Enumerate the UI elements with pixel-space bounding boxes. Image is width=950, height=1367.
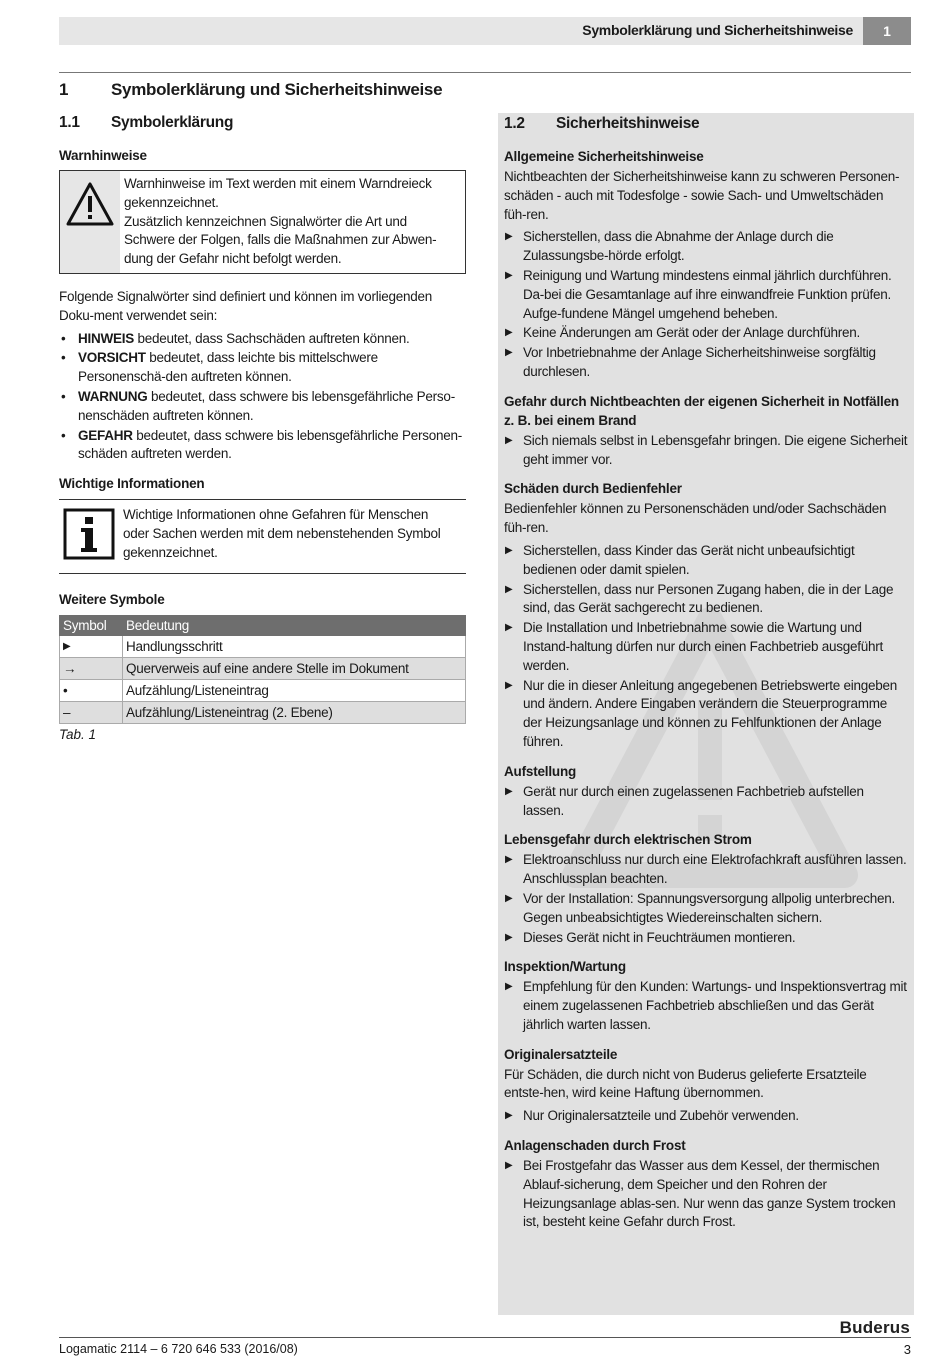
symbol-table bbox=[59, 615, 466, 724]
step-list bbox=[504, 1107, 908, 1126]
list-item: ▶ Nur Originalersatzteile und Zubehör verwenden. bbox=[504, 1107, 908, 1126]
step-list bbox=[504, 1157, 908, 1232]
step-arrow-icon: ▶ bbox=[505, 434, 513, 446]
list-item: ▶ Sich niemals selbst in Lebensgefahr bringen. Die eigene Sicherheit geht immer vor. bbox=[505, 432, 908, 467]
safety-heading: Originalersatzteile bbox=[504, 1046, 618, 1062]
warning-box bbox=[59, 170, 466, 274]
divider bbox=[59, 1337, 911, 1338]
step-arrow-icon: ▶ bbox=[505, 231, 513, 243]
safety-content bbox=[498, 113, 914, 1232]
step-arrow-icon: ▶ bbox=[505, 327, 513, 339]
section-title-1-1: 1.1 Symbolerklärung bbox=[59, 114, 234, 131]
info-box bbox=[59, 499, 466, 573]
safety-heading: Gefahr durch Nichtbeachten der eigenen Sicherheit in Notfällen z. B. bei einem Brand bbox=[504, 393, 899, 428]
list-item: ▶ Bei Frostgefahr das Wasser aus dem Kessel, der thermischen Ablauf-sicherung, dem Speicher und den Rohren der Heizungsanlage ablas-sen. Nur wenn das ganze System trocken ist, besteht keine Gefahr durch Frost. bbox=[505, 1158, 896, 1230]
step-arrow-icon: ▶ bbox=[505, 269, 513, 281]
safety-sections bbox=[504, 147, 908, 1232]
step-list bbox=[504, 851, 908, 947]
step-arrow-icon: ▶ bbox=[505, 892, 513, 904]
step-arrow-icon: ▶ bbox=[505, 583, 513, 595]
list-item: ▶ Nur die in dieser Anleitung angegebenen Betriebswerte eingeben und ändern. Andere Eingaben verändern die Steuerprogramme der Heizungsanlage und können zu Fehlfunktionen der Anlage führen. bbox=[505, 677, 898, 749]
list-item: • VORSICHT bedeutet, dass leichte bis mittelschwere Personenschä-den auftreten können. bbox=[61, 350, 378, 385]
list-item: ▶ Dieses Gerät nicht in Feuchträumen montieren. bbox=[504, 929, 908, 948]
list-item: ▶ Sicherstellen, dass Kinder das Gerät nicht unbeaufsichtigt bedienen oder damit spielen. bbox=[505, 542, 855, 577]
signal-intro: Folgende Signalwörter sind definiert und können im vorliegenden Doku-ment verwendet sein: bbox=[59, 288, 432, 323]
list-item: ▶ Empfehlung für den Kunden: Wartungs- und Inspektionsvertrag mit einem zugelassenen Fachbetrieb abschließen und das Gerät jährlich warten lassen. bbox=[505, 979, 907, 1032]
warn-heading: Warnhinweise bbox=[59, 148, 147, 163]
safety-paragraph: Für Schäden, die durch nicht von Buderus gelieferte Ersatzteile entste-hen, wird keine Haftung übernommen. bbox=[504, 1066, 867, 1101]
info-box-text: Wichtige Informationen ohne Gefahren für Menschen oder Sachen werden mit dem nebenstehenden Symbol gekennzeichnet. bbox=[123, 507, 441, 560]
table-header: Bedeutung bbox=[123, 615, 466, 635]
list-item: ▶ Vor Inbetriebnahme der Anlage Sicherheitshinweise sorgfältig durchlesen. bbox=[505, 345, 876, 379]
step-list bbox=[504, 978, 908, 1034]
page-number: 3 bbox=[903, 1342, 911, 1357]
step-arrow-icon: ▶ bbox=[505, 679, 513, 691]
safety-heading: Inspektion/Wartung bbox=[504, 959, 626, 975]
list-item: ▶ Keine Änderungen am Gerät oder der Anlage durchführen. bbox=[504, 324, 908, 343]
step-arrow-icon: ▶ bbox=[505, 854, 513, 866]
step-arrow-icon: ▶ bbox=[505, 981, 513, 993]
chapter-badge: 1 bbox=[863, 17, 911, 45]
list-item: ▶ Vor der Installation: Spannungsversorgung allpolig unterbrechen. Gegen unbeabsichtigtes Wiedereinschalten sichern. bbox=[505, 890, 896, 925]
table-row: → Querverweis auf eine andere Stelle im Dokument bbox=[60, 657, 466, 679]
footer-doc-id: Logamatic 2114 – 6 720 646 533 (2016/08) bbox=[59, 1342, 298, 1356]
step-arrow-icon: ▶ bbox=[505, 544, 513, 556]
safety-paragraph: Bedienfehler können zu Personenschäden und/oder Sachschäden füh-ren. bbox=[504, 501, 887, 536]
running-header bbox=[59, 17, 911, 45]
safety-heading: Allgemeine Sicherheitshinweise bbox=[504, 149, 704, 164]
list-item: • GEFAHR bedeutet, dass schwere bis lebensgefährliche Personen-schäden auftreten werden. bbox=[61, 427, 462, 462]
list-item: ▶ Gerät nur durch einen zugelassenen Fachbetrieb aufstellen lassen. bbox=[505, 783, 864, 818]
list-item: ▶ Die Installation und Inbetriebnahme sowie die Wartung und Instand-haltung dürfen nur durch einen Fachbetrieb ausgeführt werden. bbox=[505, 620, 884, 673]
list-item: • HINWEIS bedeutet, dass Sachschäden auftreten können. bbox=[61, 330, 410, 346]
section-title-1-2: 1.2 Sicherheitshinweise bbox=[504, 115, 700, 132]
safety-heading: Lebensgefahr durch elektrischen Strom bbox=[504, 832, 752, 848]
step-arrow-icon: ▶ bbox=[505, 931, 513, 943]
table-row: • Aufzählung/Listeneintrag bbox=[60, 679, 466, 701]
chapter-title: 1 Symbolerklärung und Sicherheitshinweise bbox=[59, 80, 443, 99]
step-list bbox=[504, 783, 908, 821]
info-heading: Wichtige Informationen bbox=[59, 476, 205, 492]
list-item: ▶ Sicherstellen, dass die Abnahme der Anlage durch die Zulassungsbe-hörde erfolgt. bbox=[505, 229, 834, 264]
step-list bbox=[504, 542, 908, 752]
warning-triangle-icon bbox=[60, 171, 120, 273]
step-list bbox=[504, 228, 908, 381]
table-row: – Aufzählung/Listeneintrag (2. Ebene) bbox=[60, 701, 466, 723]
list-item: • WARNUNG bedeutet, dass schwere bis lebensgefährliche Perso-nenschäden auftreten können. bbox=[61, 388, 455, 423]
step-list bbox=[504, 432, 908, 470]
running-header-title: Symbolerklärung und Sicherheitshinweise bbox=[582, 22, 853, 38]
step-arrow-icon: ▶ bbox=[505, 1160, 513, 1172]
safety-heading: Schäden durch Bedienfehler bbox=[504, 481, 682, 497]
info-icon bbox=[59, 506, 119, 562]
safety-heading: Aufstellung bbox=[504, 763, 577, 779]
list-item: ▶ Reinigung und Wartung mindestens einmal jährlich durchführen. Da-bei die Gesamtanlage auf ihre einwandfreie Funktion prüfen. Aufge-fundene Mängel umgehend beheben. bbox=[505, 267, 892, 321]
list-item: ▶ Elektroanschluss nur durch eine Elektrofachkraft ausführen lassen. Anschlussplan beachten. bbox=[505, 852, 907, 887]
other-symbols-heading: Weitere Symbole bbox=[59, 591, 165, 607]
step-arrow-icon: ▶ bbox=[505, 785, 513, 797]
divider bbox=[59, 72, 911, 73]
left-column bbox=[59, 114, 466, 742]
safety-heading: Anlagenschaden durch Frost bbox=[504, 1138, 686, 1154]
brand-logo: Buderus bbox=[839, 1318, 910, 1337]
step-arrow-icon: ▶ bbox=[505, 622, 513, 634]
warning-box-text: Warnhinweise im Text werden mit einem Warndreieck gekennzeichnet. Zusätzlich kennzeichnen Signalwörter die Art und Schwere der Folgen, falls die Maßnahmen zur Abwen- dung der Gefahr nicht befolgt werden. bbox=[124, 176, 437, 267]
step-arrow-icon: ▶ bbox=[505, 1110, 513, 1122]
right-column bbox=[498, 113, 914, 1315]
table-row: ▶ Handlungsschritt bbox=[60, 635, 466, 657]
signal-word-list bbox=[59, 330, 466, 465]
safety-paragraph: Nichtbeachten der Sicherheitshinweise kann zu schweren Personen-schäden - auch mit Todesfolge - sowie Sach- und Umweltschäden füh-ren. bbox=[504, 169, 900, 222]
table-caption: Tab. 1 bbox=[59, 726, 97, 742]
table-header: Symbol bbox=[60, 615, 123, 635]
list-item: ▶ Sicherstellen, dass nur Personen Zugang haben, die in der Lage sind, das Gerät sachgerecht zu bedienen. bbox=[505, 581, 894, 616]
step-arrow-icon: ▶ bbox=[505, 347, 513, 359]
